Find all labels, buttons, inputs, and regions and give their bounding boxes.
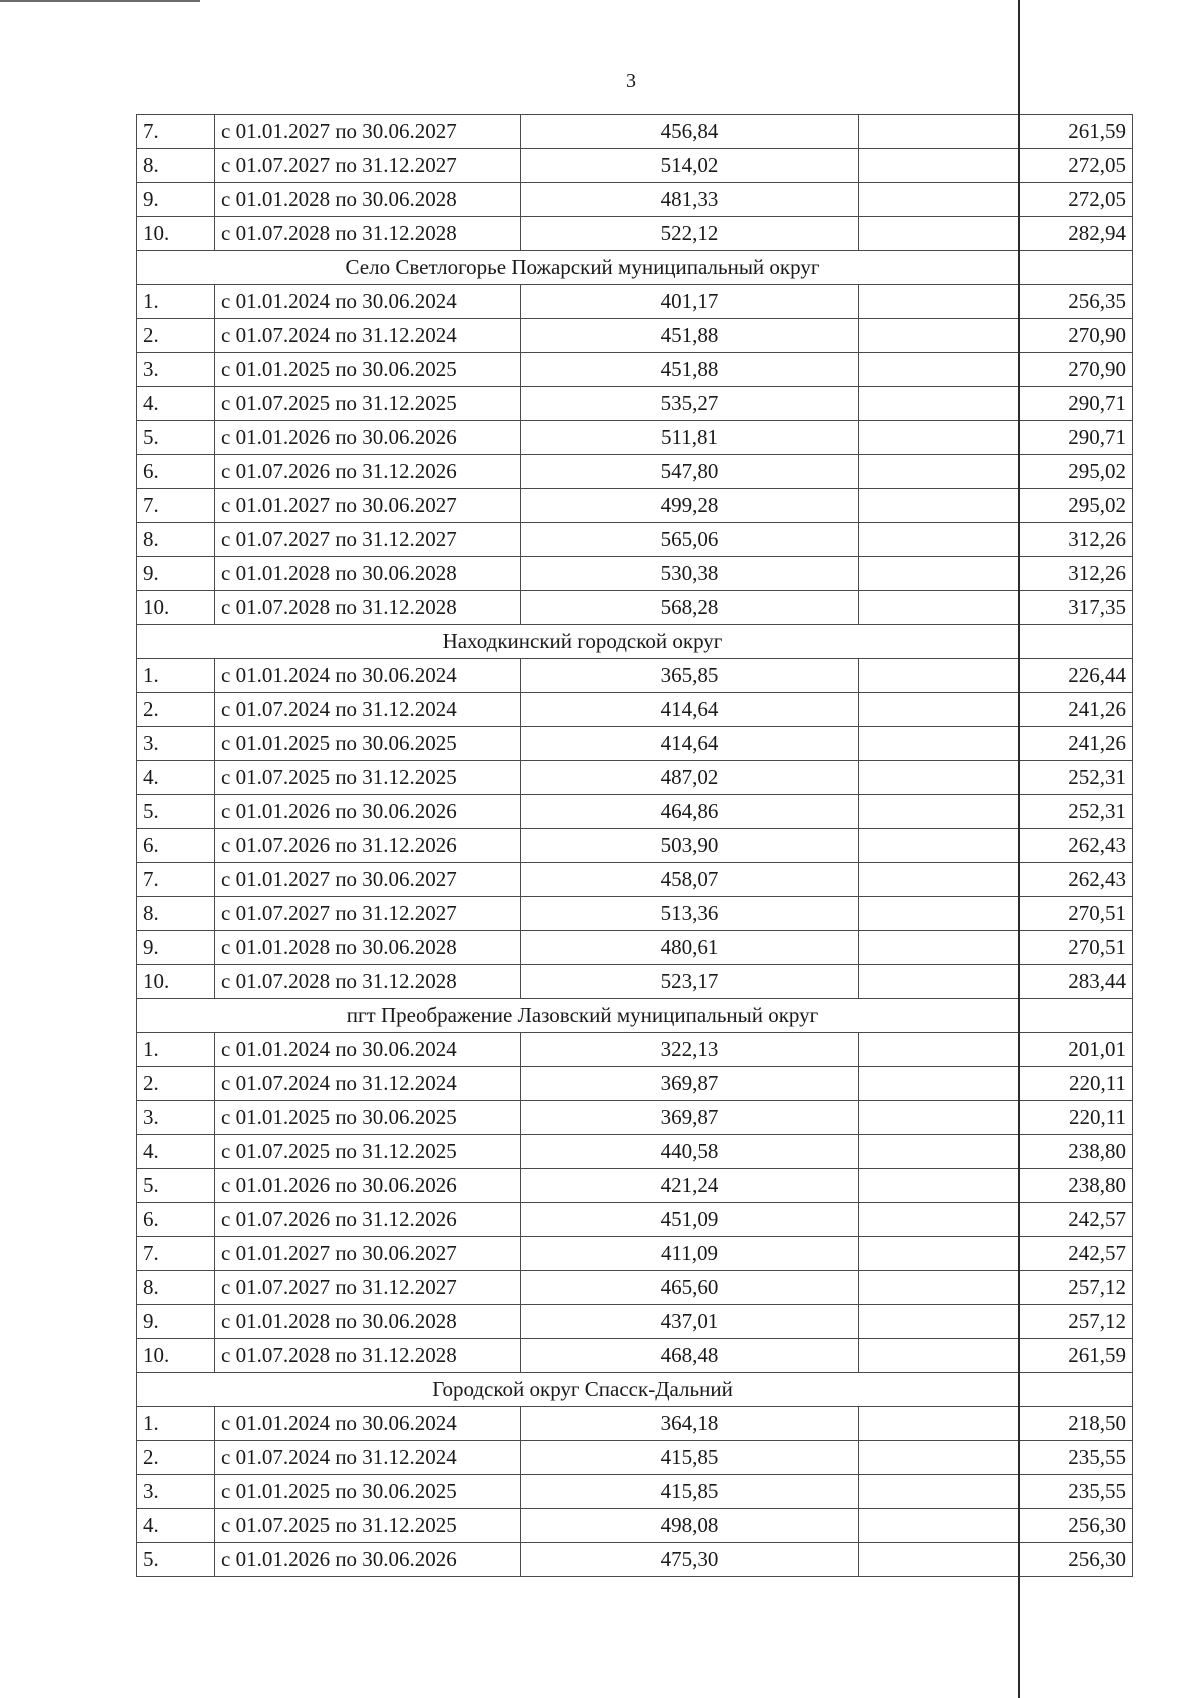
tariff-value-1: 451,88 <box>521 319 859 353</box>
row-number: 7. <box>137 115 215 149</box>
tariff-value-1: 475,30 <box>521 1543 859 1577</box>
tariff-value-2: 262,43 <box>859 829 1133 863</box>
tariff-value-2: 252,31 <box>859 761 1133 795</box>
table-row <box>137 523 1133 557</box>
period-cell: с 01.07.2024 по 31.12.2024 <box>215 1067 521 1101</box>
period-cell: с 01.07.2028 по 31.12.2028 <box>215 591 521 625</box>
tariff-table <box>136 114 1133 1577</box>
table-row <box>137 557 1133 591</box>
section-header-row <box>137 999 1133 1033</box>
tariff-value-2: 282,94 <box>859 217 1133 251</box>
tariff-value-1: 414,64 <box>521 727 859 761</box>
row-number: 9. <box>137 1305 215 1339</box>
period-cell: с 01.01.2028 по 30.06.2028 <box>215 1305 521 1339</box>
tariff-value-2: 261,59 <box>859 1339 1133 1373</box>
tariff-value-2: 256,30 <box>859 1509 1133 1543</box>
table-row <box>137 1339 1133 1373</box>
row-number: 8. <box>137 897 215 931</box>
tariff-value-2: 252,31 <box>859 795 1133 829</box>
tariff-value-2: 312,26 <box>859 557 1133 591</box>
tariff-value-1: 437,01 <box>521 1305 859 1339</box>
tariff-value-2: 241,26 <box>859 693 1133 727</box>
tariff-value-2: 295,02 <box>859 455 1133 489</box>
table-row <box>137 455 1133 489</box>
table-row <box>137 1237 1133 1271</box>
table-row <box>137 489 1133 523</box>
tariff-value-1: 458,07 <box>521 863 859 897</box>
section-header-row <box>137 251 1133 285</box>
tariff-value-2: 201,01 <box>859 1033 1133 1067</box>
period-cell: с 01.01.2028 по 30.06.2028 <box>215 557 521 591</box>
table-row <box>137 1441 1133 1475</box>
row-number: 6. <box>137 829 215 863</box>
period-cell: с 01.01.2028 по 30.06.2028 <box>215 931 521 965</box>
tariff-value-1: 511,81 <box>521 421 859 455</box>
page-number: 3 <box>626 70 636 92</box>
table-row <box>137 829 1133 863</box>
row-number: 10. <box>137 1339 215 1373</box>
section-title: пгт Преображение Лазовский муниципальный округ <box>137 999 1133 1033</box>
table-row <box>137 319 1133 353</box>
scan-edge-mark <box>0 0 200 2</box>
table-row <box>137 183 1133 217</box>
tariff-value-1: 487,02 <box>521 761 859 795</box>
table-row <box>137 591 1133 625</box>
row-number: 3. <box>137 1475 215 1509</box>
table-row <box>137 149 1133 183</box>
tariff-value-1: 415,85 <box>521 1441 859 1475</box>
table-row <box>137 761 1133 795</box>
row-number: 4. <box>137 1509 215 1543</box>
row-number: 1. <box>137 1407 215 1441</box>
row-number: 3. <box>137 727 215 761</box>
period-cell: с 01.07.2026 по 31.12.2026 <box>215 1203 521 1237</box>
table-row <box>137 965 1133 999</box>
row-number: 4. <box>137 761 215 795</box>
table-row <box>137 727 1133 761</box>
row-number: 4. <box>137 1135 215 1169</box>
period-cell: с 01.07.2025 по 31.12.2025 <box>215 1135 521 1169</box>
table-row <box>137 1407 1133 1441</box>
tariff-value-1: 514,02 <box>521 149 859 183</box>
tariff-value-2: 295,02 <box>859 489 1133 523</box>
row-number: 2. <box>137 1067 215 1101</box>
period-cell: с 01.07.2026 по 31.12.2026 <box>215 455 521 489</box>
period-cell: с 01.01.2026 по 30.06.2026 <box>215 795 521 829</box>
period-cell: с 01.07.2025 по 31.12.2025 <box>215 387 521 421</box>
tariff-value-2: 290,71 <box>859 387 1133 421</box>
tariff-value-1: 513,36 <box>521 897 859 931</box>
table-row <box>137 421 1133 455</box>
table-row <box>137 1475 1133 1509</box>
period-cell: с 01.07.2026 по 31.12.2026 <box>215 829 521 863</box>
tariff-value-1: 322,13 <box>521 1033 859 1067</box>
tariff-value-2: 270,90 <box>859 353 1133 387</box>
tariff-value-1: 481,33 <box>521 183 859 217</box>
tariff-value-2: 262,43 <box>859 863 1133 897</box>
period-cell: с 01.01.2024 по 30.06.2024 <box>215 659 521 693</box>
table-row <box>137 387 1133 421</box>
period-cell: с 01.07.2028 по 31.12.2028 <box>215 965 521 999</box>
row-number: 6. <box>137 455 215 489</box>
tariff-value-2: 220,11 <box>859 1067 1133 1101</box>
tariff-value-1: 530,38 <box>521 557 859 591</box>
tariff-value-2: 272,05 <box>859 183 1133 217</box>
row-number: 9. <box>137 557 215 591</box>
tariff-value-2: 270,51 <box>859 897 1133 931</box>
tariff-value-2: 261,59 <box>859 115 1133 149</box>
row-number: 8. <box>137 523 215 557</box>
period-cell: с 01.01.2024 по 30.06.2024 <box>215 1407 521 1441</box>
row-number: 6. <box>137 1203 215 1237</box>
tariff-value-1: 568,28 <box>521 591 859 625</box>
tariff-value-2: 218,50 <box>859 1407 1133 1441</box>
tariff-value-1: 464,86 <box>521 795 859 829</box>
period-cell: с 01.01.2028 по 30.06.2028 <box>215 183 521 217</box>
table-row <box>137 1203 1133 1237</box>
tariff-value-2: 257,12 <box>859 1271 1133 1305</box>
tariff-value-1: 498,08 <box>521 1509 859 1543</box>
row-number: 2. <box>137 1441 215 1475</box>
table-row <box>137 285 1133 319</box>
tariff-value-2: 238,80 <box>859 1169 1133 1203</box>
tariff-value-1: 365,85 <box>521 659 859 693</box>
row-number: 1. <box>137 1033 215 1067</box>
period-cell: с 01.01.2025 по 30.06.2025 <box>215 1475 521 1509</box>
row-number: 7. <box>137 489 215 523</box>
tariff-value-1: 369,87 <box>521 1067 859 1101</box>
row-number: 7. <box>137 1237 215 1271</box>
section-header-row <box>137 625 1133 659</box>
period-cell: с 01.01.2027 по 30.06.2027 <box>215 1237 521 1271</box>
tariff-value-1: 414,64 <box>521 693 859 727</box>
row-number: 10. <box>137 965 215 999</box>
table-row <box>137 1033 1133 1067</box>
row-number: 4. <box>137 387 215 421</box>
tariff-value-2: 270,51 <box>859 931 1133 965</box>
table-row <box>137 1135 1133 1169</box>
tariff-table-body <box>137 115 1133 1577</box>
tariff-value-2: 238,80 <box>859 1135 1133 1169</box>
period-cell: с 01.01.2027 по 30.06.2027 <box>215 115 521 149</box>
tariff-value-2: 290,71 <box>859 421 1133 455</box>
tariff-value-1: 415,85 <box>521 1475 859 1509</box>
row-number: 8. <box>137 149 215 183</box>
tariff-value-1: 421,24 <box>521 1169 859 1203</box>
tariff-value-1: 480,61 <box>521 931 859 965</box>
period-cell: с 01.07.2027 по 31.12.2027 <box>215 523 521 557</box>
section-header-row <box>137 1373 1133 1407</box>
tariff-value-1: 451,09 <box>521 1203 859 1237</box>
tariff-value-1: 522,12 <box>521 217 859 251</box>
row-number: 9. <box>137 931 215 965</box>
tariff-value-2: 235,55 <box>859 1441 1133 1475</box>
period-cell: с 01.07.2027 по 31.12.2027 <box>215 897 521 931</box>
row-number: 5. <box>137 1543 215 1577</box>
period-cell: с 01.07.2024 по 31.12.2024 <box>215 1441 521 1475</box>
tariff-value-1: 401,17 <box>521 285 859 319</box>
tariff-value-1: 535,27 <box>521 387 859 421</box>
table-row <box>137 897 1133 931</box>
tariff-value-2: 283,44 <box>859 965 1133 999</box>
row-number: 7. <box>137 863 215 897</box>
section-title: Село Светлогорье Пожарский муниципальный округ <box>137 251 1133 285</box>
tariff-value-2: 226,44 <box>859 659 1133 693</box>
table-row <box>137 217 1133 251</box>
tariff-value-2: 241,26 <box>859 727 1133 761</box>
table-row <box>137 795 1133 829</box>
tariff-value-1: 565,06 <box>521 523 859 557</box>
period-cell: с 01.01.2026 по 30.06.2026 <box>215 1169 521 1203</box>
period-cell: с 01.01.2025 по 30.06.2025 <box>215 727 521 761</box>
period-cell: с 01.01.2026 по 30.06.2026 <box>215 1543 521 1577</box>
table-row <box>137 1067 1133 1101</box>
row-number: 3. <box>137 353 215 387</box>
period-cell: с 01.01.2025 по 30.06.2025 <box>215 353 521 387</box>
row-number: 2. <box>137 693 215 727</box>
table-row <box>137 1543 1133 1577</box>
tariff-value-2: 257,12 <box>859 1305 1133 1339</box>
period-cell: с 01.01.2027 по 30.06.2027 <box>215 489 521 523</box>
tariff-value-2: 242,57 <box>859 1203 1133 1237</box>
row-number: 10. <box>137 591 215 625</box>
table-row <box>137 931 1133 965</box>
period-cell: с 01.01.2024 по 30.06.2024 <box>215 1033 521 1067</box>
tariff-value-1: 503,90 <box>521 829 859 863</box>
tariff-value-2: 256,35 <box>859 285 1133 319</box>
period-cell: с 01.07.2025 по 31.12.2025 <box>215 761 521 795</box>
row-number: 9. <box>137 183 215 217</box>
row-number: 2. <box>137 319 215 353</box>
table-row <box>137 1305 1133 1339</box>
tariff-value-2: 242,57 <box>859 1237 1133 1271</box>
section-title: Находкинский городской округ <box>137 625 1133 659</box>
scan-fold-line <box>1018 0 1020 1698</box>
tariff-value-1: 499,28 <box>521 489 859 523</box>
tariff-value-2: 235,55 <box>859 1475 1133 1509</box>
row-number: 3. <box>137 1101 215 1135</box>
tariff-value-1: 440,58 <box>521 1135 859 1169</box>
tariff-value-2: 270,90 <box>859 319 1133 353</box>
table-row <box>137 1101 1133 1135</box>
tariff-value-1: 369,87 <box>521 1101 859 1135</box>
table-row <box>137 659 1133 693</box>
row-number: 8. <box>137 1271 215 1305</box>
table-row <box>137 693 1133 727</box>
tariff-value-1: 456,84 <box>521 115 859 149</box>
tariff-value-1: 547,80 <box>521 455 859 489</box>
tariff-value-2: 272,05 <box>859 149 1133 183</box>
period-cell: с 01.01.2027 по 30.06.2027 <box>215 863 521 897</box>
tariff-value-1: 364,18 <box>521 1407 859 1441</box>
table-row <box>137 863 1133 897</box>
tariff-value-1: 451,88 <box>521 353 859 387</box>
row-number: 1. <box>137 659 215 693</box>
tariff-value-2: 317,35 <box>859 591 1133 625</box>
period-cell: с 01.07.2025 по 31.12.2025 <box>215 1509 521 1543</box>
table-row <box>137 1271 1133 1305</box>
tariff-value-1: 523,17 <box>521 965 859 999</box>
table-row <box>137 1509 1133 1543</box>
row-number: 5. <box>137 1169 215 1203</box>
table-row <box>137 1169 1133 1203</box>
tariff-value-1: 468,48 <box>521 1339 859 1373</box>
tariff-value-2: 256,30 <box>859 1543 1133 1577</box>
tariff-value-1: 465,60 <box>521 1271 859 1305</box>
period-cell: с 01.07.2028 по 31.12.2028 <box>215 1339 521 1373</box>
table-row <box>137 115 1133 149</box>
period-cell: с 01.07.2027 по 31.12.2027 <box>215 1271 521 1305</box>
period-cell: с 01.07.2027 по 31.12.2027 <box>215 149 521 183</box>
period-cell: с 01.07.2028 по 31.12.2028 <box>215 217 521 251</box>
row-number: 5. <box>137 421 215 455</box>
tariff-value-1: 411,09 <box>521 1237 859 1271</box>
tariff-value-2: 220,11 <box>859 1101 1133 1135</box>
section-title: Городской округ Спасск-Дальний <box>137 1373 1133 1407</box>
tariff-value-2: 312,26 <box>859 523 1133 557</box>
period-cell: с 01.07.2024 по 31.12.2024 <box>215 693 521 727</box>
table-row <box>137 353 1133 387</box>
period-cell: с 01.07.2024 по 31.12.2024 <box>215 319 521 353</box>
period-cell: с 01.01.2024 по 30.06.2024 <box>215 285 521 319</box>
period-cell: с 01.01.2026 по 30.06.2026 <box>215 421 521 455</box>
row-number: 1. <box>137 285 215 319</box>
row-number: 10. <box>137 217 215 251</box>
row-number: 5. <box>137 795 215 829</box>
period-cell: с 01.01.2025 по 30.06.2025 <box>215 1101 521 1135</box>
